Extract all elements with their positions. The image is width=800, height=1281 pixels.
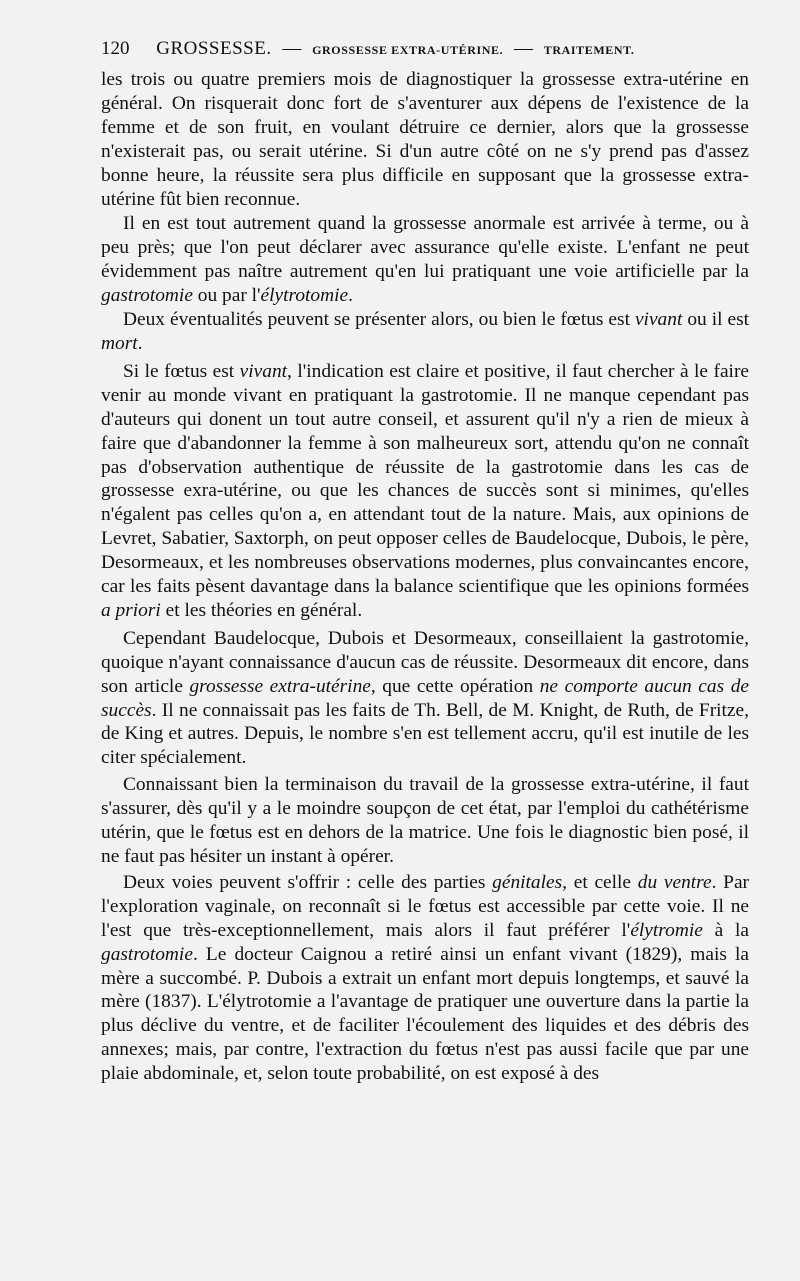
italic-run: gastrotomie <box>101 943 193 965</box>
header-subsection: TRAITEMENT. <box>543 43 635 57</box>
italic-run: ne comporte aucun cas de succès <box>101 675 750 721</box>
italic-run: gastrotomie <box>101 285 193 307</box>
text-run: , que cette opération <box>370 675 540 697</box>
text-run: Cependant Baudelocque, Dubois et Desormeaux, conseillaient la gastrotomie, quoique n'ayant connaissance d'aucun cas de réussite. Desormeaux dit encore, dans son article <box>101 627 749 697</box>
text-run: Si le fœtus est <box>123 360 240 382</box>
text-run: . Le docteur Caignou a retiré ainsi un enfant vivant (1829), mais la mère a succombé. P. Dubois a extrait un enfant mort depuis longtemps, et sauvé la mère (1837). L'élytrotomie a l'avantage de pratiquer une ouverture dans la partie la plus déclive du ventre, et de faciliter l'écoulement des liquides et des débris des annexes; mais, par contre, l'extraction du fœtus n'est pas aussi facile que par une plaie abdominale, et, selon toute probabilité, on est exposé à des <box>101 943 749 1085</box>
text-run: , l'indication est claire et positive, il faut chercher à le faire venir au monde vivant en pratiquant la gastrotomie. Il ne manque cependant pas d'auteurs qui donent un tout autre conseil, et assurent qu'il n'y a rien de mieux à faire que d'abandonner la femme à son malheureux sort, attendu qu'on ne connaît pas d'observation authentique de réussite de la gastrotomie dans les cas de grossesse exra-utérine, ou que les chances de succès sont si minimes, qu'elles n'égalent pas celles qu'on a, en attendant tout de la nature. Mais, aux opinions de Levret, Sabatier, Saxtorph, on peut opposer celles de Baudelocque, Dubois, le père, Desormeaux, et les nombreuses observations modernes, plus convaincantes encore, car les faits pèsent davantage dans la balance scientifique que les opinions formées <box>101 360 750 598</box>
italic-run: du ventre <box>637 871 712 893</box>
paragraph <box>101 360 749 623</box>
italic-run: vivant <box>634 309 683 331</box>
text-run: Il en est tout autrement quand la grossesse anormale est arrivée à terme, ou à peu près; que l'on peut déclarer avec assurance qu'elle existe. L'enfant ne peut évidemment pas naître autrement qu'en lui pratiquant une voie artificielle par la <box>101 213 749 283</box>
running-header <box>101 34 751 64</box>
header-section: GROSSESSE EXTRA-UTÉRINE. <box>312 43 504 57</box>
text-run: . Par l'exploration vaginale, on reconnaît si le fœtus est accessible par cette voie. Il ne l'est que très-exceptionnellement, mais alors il faut préférer l' <box>101 871 750 941</box>
text-run: ou par l' <box>192 285 261 307</box>
text-run: . <box>137 332 143 354</box>
text-run: à la <box>702 919 750 941</box>
italic-run: a priori <box>101 599 161 621</box>
paragraph <box>101 308 749 356</box>
header-dash: — <box>282 38 302 59</box>
text-run: et les théories en général. <box>160 599 363 621</box>
italic-run: élytromie <box>630 919 703 941</box>
text-run: ou il est <box>682 309 749 331</box>
text-run: les trois ou quatre premiers mois de diagnostiquer la grossesse extra-utérine en général. On risquerait donc fort de s'aventurer aux dépens de l'existence de la femme et de son fruit, en voulant détruire ce dernier, alors que la grossesse n'existerait pas, ou serait utérine. Si d'un autre côté on ne s'y prend pas d'assez bonne heure, la réussite sera plus difficile en supposant que la grossesse extra-utérine fût bien reconnue. <box>101 69 749 210</box>
text-run: . Il ne connaissait pas les faits de Th. Bell, de M. Knight, de Ruth, de Fritze, de King et autres. Depuis, le nombre s'en est tellement accru, qu'il est inutile de les citer spécialement. <box>101 699 749 769</box>
paragraph <box>101 68 749 211</box>
page-number: 120 <box>101 38 130 59</box>
text-run: Deux éventualités peuvent se présenter alors, ou bien le fœtus est <box>123 309 635 331</box>
italic-run: génitales <box>492 871 563 893</box>
paragraph <box>101 871 749 1086</box>
text-run: Deux voies peuvent s'offrir : celle des parties <box>123 871 493 893</box>
italic-run: vivant <box>239 360 288 382</box>
paragraph <box>101 212 749 308</box>
italic-run: grossesse extra-utérine <box>189 675 371 697</box>
text-run: , et celle <box>562 871 638 893</box>
italic-run: élytrotomie <box>260 285 349 307</box>
text-run: . <box>348 285 353 307</box>
header-title: GROSSESSE. <box>156 38 272 59</box>
header-dash: — <box>513 38 533 59</box>
body-text <box>101 68 749 1086</box>
paragraph <box>101 773 749 869</box>
text-run: Connaissant bien la terminaison du travail de la grossesse extra-utérine, il faut s'assurer, dès qu'il y a le moindre soupçon de cet état, par l'emploi du cathétérisme utérin, que le fœtus est en dehors de la matrice. Une fois le diagnostic bien posé, il ne faut pas hésiter un instant à opérer. <box>101 774 749 867</box>
italic-run: mort <box>101 332 138 354</box>
paragraph <box>101 627 749 770</box>
